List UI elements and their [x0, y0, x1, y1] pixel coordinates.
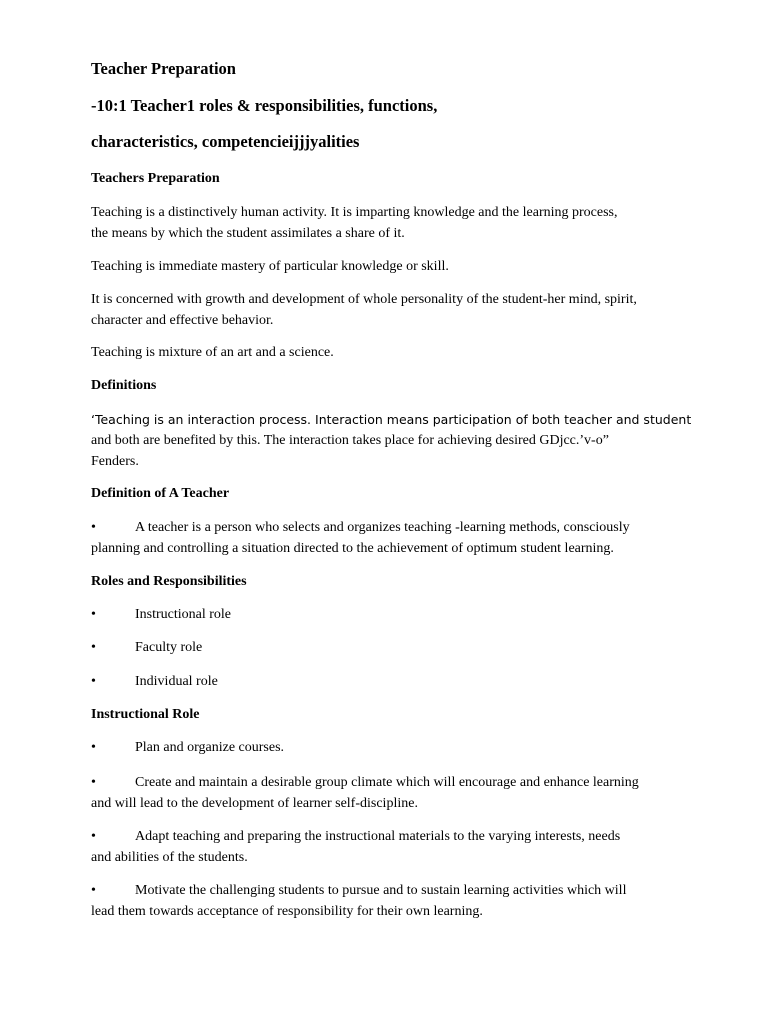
- bullet-dot: •: [91, 640, 96, 655]
- list-item-faculty-role: Faculty role: [135, 640, 203, 655]
- document-subtitle-line-1: -10:1 Teacher1 roles & responsibilities, functions,: [91, 96, 438, 115]
- bullet-text-continued: and abilities of the students.: [91, 850, 248, 865]
- bullet-adapt-teaching: [91, 826, 691, 868]
- document-title: Teacher Preparation: [91, 59, 236, 78]
- paragraph-line: and both are benefited by this. The interaction takes place for achieving desired GDjcc.’v-o”: [91, 433, 609, 448]
- paragraph-line: Teaching is mixture of an art and a science.: [91, 345, 334, 360]
- bullet-dot: •: [91, 607, 96, 622]
- bullet-text: A teacher is a person who selects and organizes teaching -learning methods, consciously: [135, 520, 630, 535]
- paragraph-definition-quote: [91, 409, 692, 472]
- paragraph-line: Fenders.: [91, 454, 139, 469]
- bullet-dot: •: [91, 674, 96, 689]
- bullet-text: Motivate the challenging students to pursue and to sustain learning activities which will: [135, 883, 627, 898]
- section-heading-definitions: Definitions: [91, 378, 157, 393]
- bullet-motivate-students: [91, 880, 691, 922]
- list-item-instructional-role: Instructional role: [135, 607, 232, 622]
- bullet-text: Adapt teaching and preparing the instructional materials to the varying interests, needs: [135, 829, 621, 844]
- paragraph-line: Teaching is immediate mastery of particular knowledge or skill.: [91, 259, 449, 274]
- bullet-dot: •: [91, 740, 96, 755]
- list-item-individual-role: Individual role: [135, 674, 218, 689]
- bullet-teacher-definition: [91, 517, 691, 559]
- paragraph-line: the means by which the student assimilates a share of it.: [91, 226, 405, 241]
- section-heading-roles-responsibilities: Roles and Responsibilities: [91, 574, 247, 589]
- paragraph-line: Teaching is a distinctively human activity. It is imparting knowledge and the learning process,: [91, 205, 618, 220]
- bullet-dot: •: [91, 775, 96, 790]
- bullet-text-continued: lead them towards acceptance of responsibility for their own learning.: [91, 904, 483, 919]
- paragraph-line: ‘Teaching is an interaction process. Interaction means participation of both teacher and student: [91, 412, 692, 427]
- section-heading-instructional-role: Instructional Role: [91, 707, 200, 722]
- bullet-dot: •: [91, 520, 96, 535]
- paragraph-teaching-human-activity: [91, 202, 681, 244]
- paragraph-line: It is concerned with growth and development of whole personality of the student-her mind, spirit,: [91, 292, 637, 307]
- bullet-text-continued: planning and controlling a situation directed to the achievement of optimum student learning.: [91, 541, 614, 556]
- document-subtitle-line-2: characteristics, competencieijjjyalities: [91, 132, 360, 151]
- list-item-plan-courses: Plan and organize courses.: [135, 740, 285, 755]
- bullet-text-continued: and will lead to the development of learner self-discipline.: [91, 796, 418, 811]
- section-heading-teachers-preparation: Teachers Preparation: [91, 171, 220, 186]
- bullet-dot: •: [91, 829, 96, 844]
- paragraph-immediate-mastery: [91, 256, 681, 277]
- section-heading-definition-of-teacher: Definition of A Teacher: [91, 486, 230, 501]
- bullet-text: Create and maintain a desirable group climate which will encourage and enhance learning: [135, 775, 639, 790]
- paragraph-growth-development: [91, 289, 681, 331]
- paragraph-line: character and effective behavior.: [91, 313, 274, 328]
- bullet-group-climate: [91, 772, 691, 814]
- bullet-dot: •: [91, 883, 96, 898]
- paragraph-art-and-science: [91, 342, 681, 363]
